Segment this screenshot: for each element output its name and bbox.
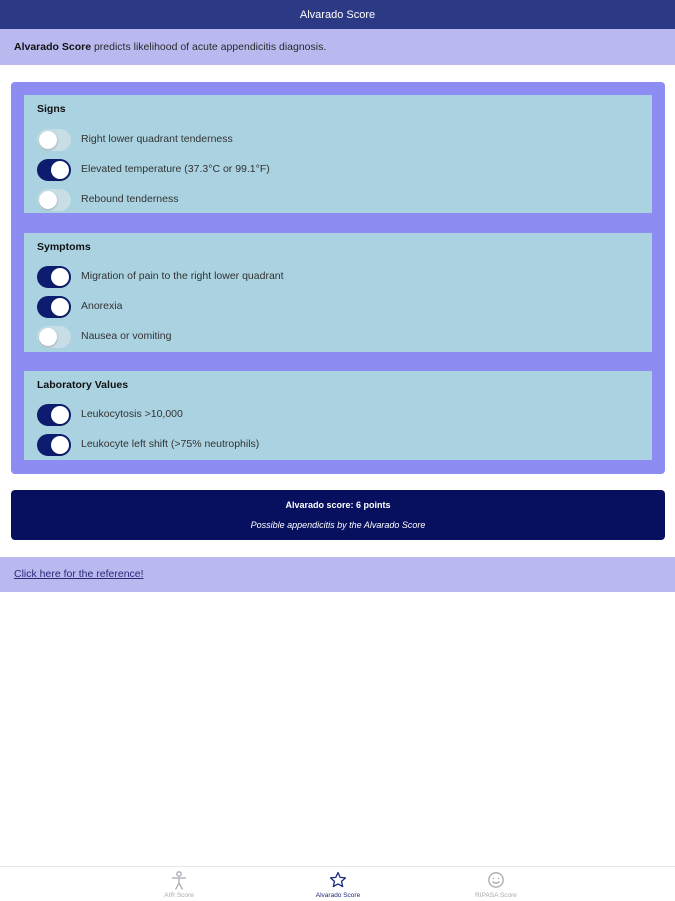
toggle-anorexia[interactable] [37,296,71,318]
label-nausea-vomiting: Nausea or vomiting [81,330,172,342]
nav-bar [0,0,675,29]
intro-banner [0,29,675,65]
toggle-rebound-tenderness[interactable] [37,189,71,211]
toggle-knob [39,191,57,209]
section-title-symptoms: Symptoms [37,241,91,253]
row-anorexia [37,296,637,318]
criteria-card [11,82,665,474]
row-rlq-tenderness [37,129,637,151]
tab-label-ripasa-score: RIPASA Score [475,892,517,899]
label-pain-migration: Migration of pain to the right lower quadrant [81,270,284,282]
laboratory-section [24,371,652,460]
tab-alvarado-score[interactable] [278,867,398,901]
toggle-rlq-tenderness[interactable] [37,129,71,151]
symptoms-section [24,233,652,352]
toggle-left-shift[interactable] [37,434,71,456]
toggle-knob [39,131,57,149]
signs-section [24,95,652,213]
row-leukocytosis [37,404,637,426]
score-text: Alvarado score: 6 points [285,500,391,510]
label-leukocytosis: Leukocytosis >10,000 [81,408,183,420]
toggle-knob [51,436,69,454]
toggle-knob [51,268,69,286]
row-nausea-vomiting [37,326,637,348]
section-title-laboratory: Laboratory Values [37,379,129,391]
reference-banner [0,557,675,592]
tab-ripasa-score[interactable] [436,867,556,901]
toggle-nausea-vomiting[interactable] [37,326,71,348]
toggle-knob [51,406,69,424]
label-anorexia: Anorexia [81,300,123,312]
tab-label-alvarado-score: Alvarado Score [315,892,361,899]
score-interpretation: Possible appendicitis by the Alvarado Score [250,520,426,530]
intro-text: predicts likelihood of acute appendicitis diagnosis. [91,41,327,53]
smiley-icon [487,871,505,889]
toggle-knob [51,298,69,316]
toggle-leukocytosis[interactable] [37,404,71,426]
label-elevated-temperature: Elevated temperature (37.3°C or 99.1°F) [81,163,270,175]
star-icon [329,871,347,889]
reference-link[interactable]: Click here for the reference! [14,568,144,580]
toggle-knob [51,161,69,179]
toggle-knob [39,328,57,346]
label-rebound-tenderness: Rebound tenderness [81,193,179,205]
score-result-box [11,490,665,540]
tab-label-air-score: AIR Score [164,892,194,899]
row-elevated-temperature [37,159,637,181]
label-left-shift: Leukocyte left shift (>75% neutrophils) [81,438,260,450]
section-title-signs: Signs [37,103,66,115]
page-title: Alvarado Score [299,8,376,21]
row-left-shift [37,434,637,456]
row-pain-migration [37,266,637,288]
label-rlq-tenderness: Right lower quadrant tenderness [81,133,233,145]
toggle-elevated-temperature[interactable] [37,159,71,181]
intro-bold: Alvarado Score [14,41,92,53]
person-icon [170,871,188,891]
toggle-pain-migration[interactable] [37,266,71,288]
tab-air-score[interactable] [119,867,239,901]
tab-bar [0,866,675,901]
row-rebound-tenderness [37,189,637,211]
